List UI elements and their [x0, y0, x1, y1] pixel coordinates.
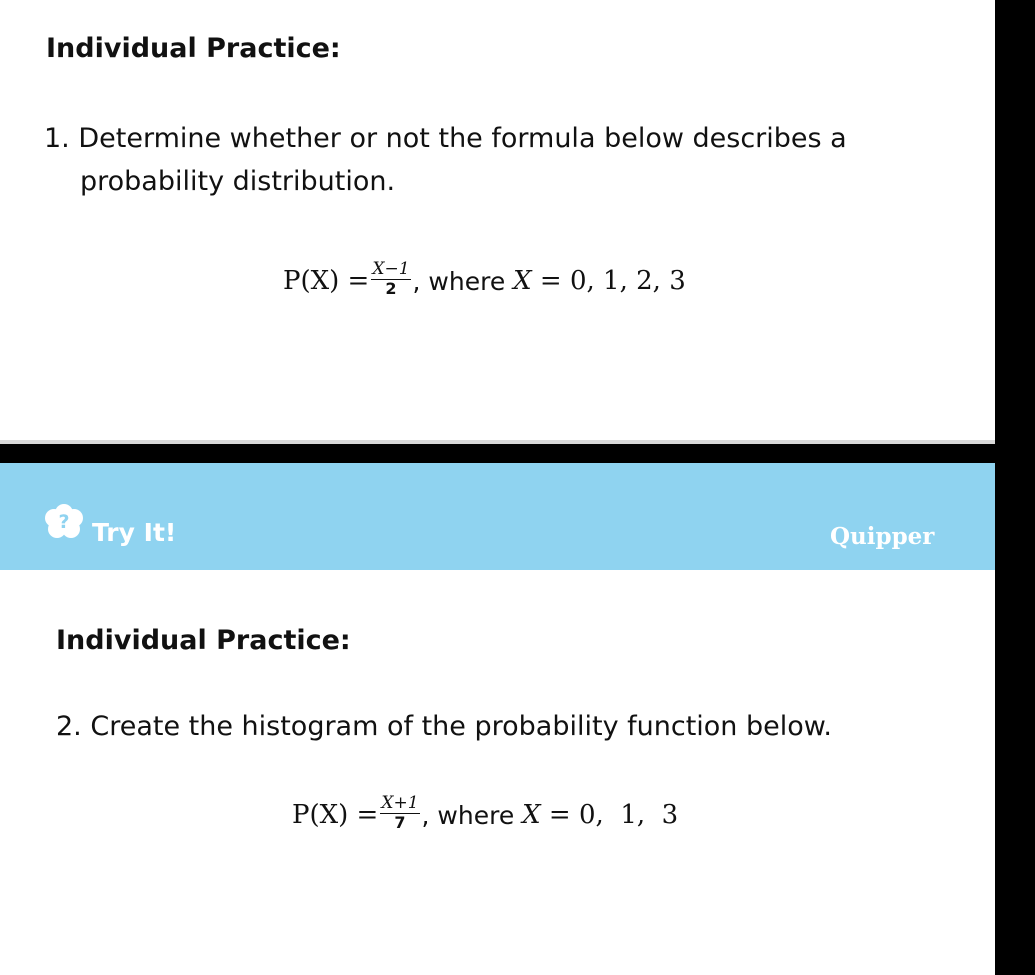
quipper-logo: Quipper — [830, 523, 935, 550]
try-it-label: Try It! — [92, 518, 177, 547]
section-heading: Individual Practice: — [46, 33, 341, 64]
formula-1-numerator: X−1 — [372, 259, 410, 279]
slide-divider — [0, 440, 995, 444]
question-2: 2. Create the histogram of the probability function below. — [56, 711, 832, 742]
formula-2-denominator: 7 — [394, 813, 406, 832]
formula-2-rhs: = 0, 1, 3 — [540, 800, 679, 830]
formula-1-var: X — [513, 266, 532, 296]
formula-2-where: where — [429, 800, 523, 830]
section-heading: Individual Practice: — [56, 625, 351, 656]
slide-bottom — [0, 463, 995, 975]
question-flower-icon — [44, 503, 84, 539]
try-it-banner — [0, 463, 995, 570]
formula-2-numerator: X+1 — [381, 793, 419, 813]
formula-1-var-wrap — [513, 266, 532, 296]
formula-2-lhs: P(X) = — [292, 800, 379, 830]
formula-1-comma: , — [412, 266, 421, 296]
question-flower-glyph: ? — [58, 511, 70, 533]
formula-2-var-wrap — [522, 800, 541, 830]
formula-1-rhs: = 0, 1, 2, 3 — [531, 266, 686, 296]
formula-1 — [283, 259, 686, 300]
formula-1-where: where — [420, 266, 514, 296]
slide-top — [0, 0, 995, 440]
formula-1-fraction — [371, 260, 410, 298]
formula-2-fraction — [380, 794, 419, 832]
formula-1-denominator: 2 — [385, 279, 397, 298]
formula-2 — [292, 793, 679, 834]
formula-1-lhs: P(X) = — [283, 266, 370, 296]
question-1-line-1: 1. Determine whether or not the formula below describes a — [44, 123, 847, 154]
formula-2-var: X — [522, 800, 541, 830]
formula-2-comma: , — [421, 800, 430, 830]
question-1-line-2: probability distribution. — [80, 166, 396, 197]
